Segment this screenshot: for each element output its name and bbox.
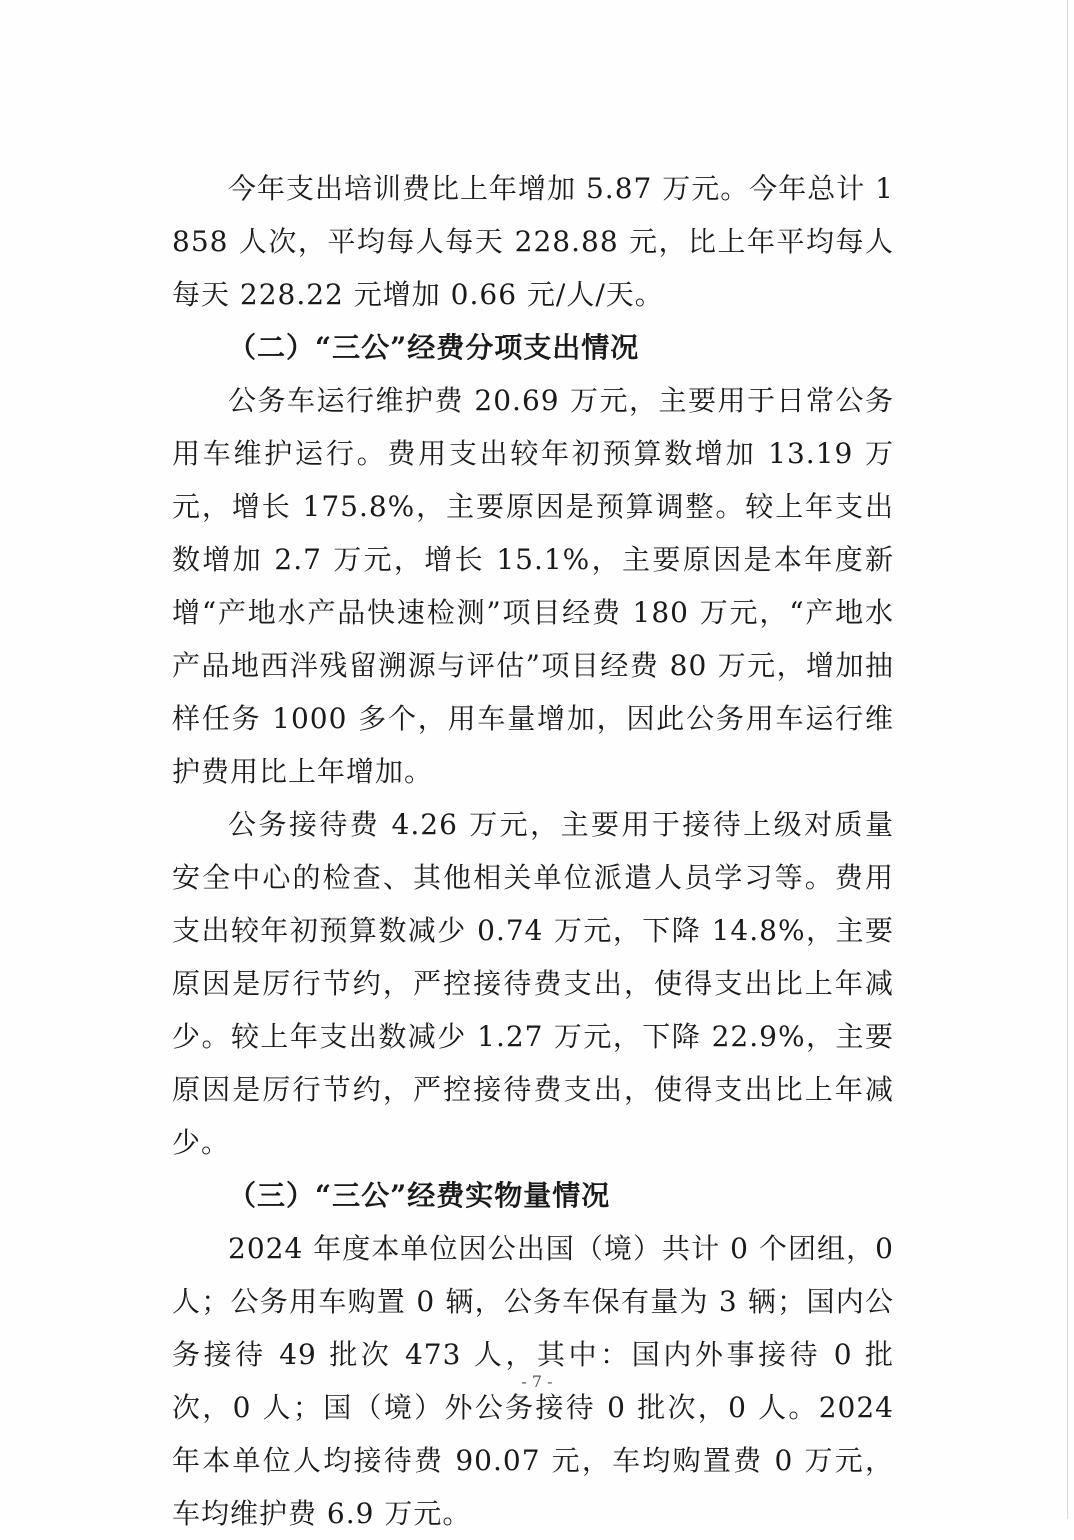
scan-edge-line	[1067, 0, 1068, 1519]
paragraph-vehicle-maintenance: 公务车运行维护费 20.69 万元，主要用于日常公务用车维护运行。费用支出较年初预算数增加 13.19 万元，增长 175.8%，主要原因是预算调整。较上年支出数增加 2.7 万元，增长 15.1%，主要原因是本年度新增“产地水产品快速检测”项目经费 180 万元，“产地水产品地西泮残留溯源与评估”项目经费 80 万元，增加抽样任务 1000 多个，用车量增加，因此公务用车运行维护费用比上年增加。	[172, 384, 894, 788]
paragraph-training-fee: 今年支出培训费比上年增加 5.87 万元。今年总计 1858 人次，平均每人每天 228.88 元，比上年平均每人每天 228.22 元增加 0.66 元/人/天。	[172, 172, 894, 311]
section-heading-2: （二）“三公”经费分项支出情况	[228, 331, 640, 364]
document-body	[172, 162, 894, 1540]
section-heading-3: （三）“三公”经费实物量情况	[228, 1179, 611, 1212]
paragraph-physical-quantity: 2024 年度本单位因公出国（境）共计 0 个团组，0 人；公务用车购置 0 辆，公务车保有量为 3 辆；国内公务接待 49 批次 473 人，其中：国内外事接待 0 批次，0 人；国（境）外公务接待 0 批次，0 人。2024 年本单位人均接待费 90.07 元，车均购置费 0 万元，车均维护费 6.9 万元。	[172, 1232, 894, 1530]
page-number: - 7 -	[521, 1372, 553, 1391]
paragraph-reception-fee: 公务接待费 4.26 万元，主要用于接待上级对质量安全中心的检查、其他相关单位派遣人员学习等。费用支出较年初预算数减少 0.74 万元，下降 14.8%，主要原因是厉行节约，严控接待费支出，使得支出比上年减少。较上年支出数减少 1.27 万元，下降 22.9%，主要原因是厉行节约，严控接待费支出，使得支出比上年减少。	[172, 808, 894, 1159]
